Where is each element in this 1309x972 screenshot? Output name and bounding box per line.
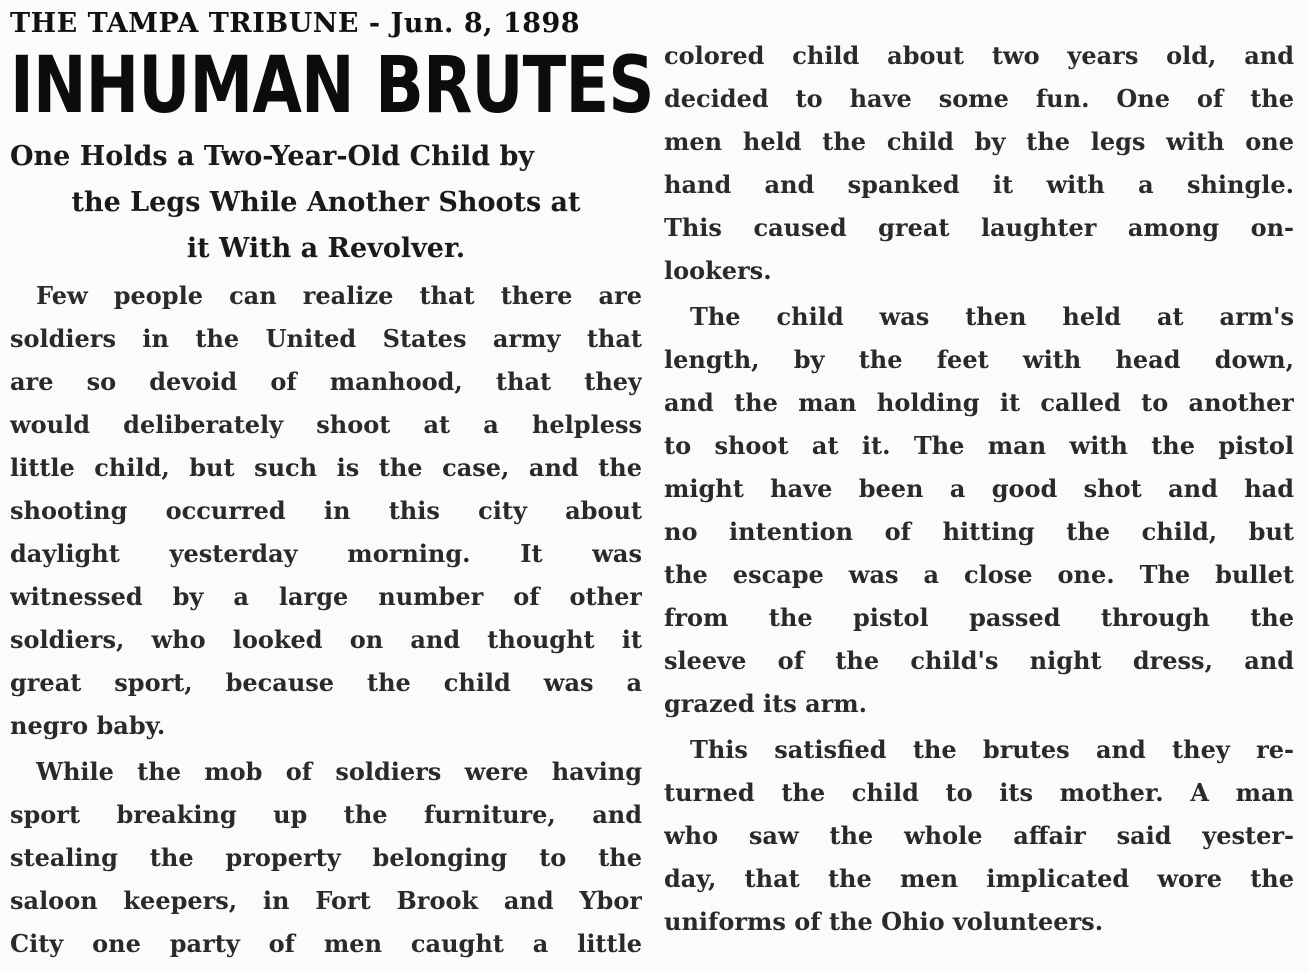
subhead-line: it With a Revolver.	[186, 233, 466, 264]
text-line: This caused great laughter among on-	[664, 213, 1294, 242]
text-line: little child, but such is the case, and the	[10, 453, 642, 482]
text-line: lookers.	[664, 256, 772, 285]
text-line: to shoot at it. The man with the pistol	[664, 431, 1294, 460]
text-line: City one party of men caught a little	[10, 929, 642, 958]
text-line: colored child about two years old, and	[664, 41, 1294, 70]
text-line: uniforms of the Ohio volunteers.	[664, 907, 1104, 936]
left-paragraph-1	[10, 274, 642, 747]
text-line: great sport, because the child was a	[10, 668, 642, 697]
right-paragraph-3	[664, 728, 1294, 943]
text-line: the escape was a close one. The bullet	[664, 560, 1294, 589]
text-line: who saw the whole affair said yester-	[664, 821, 1294, 850]
text-line: soldiers in the United States army that	[10, 324, 642, 353]
dateline: THE TAMPA TRIBUNE - Jun. 8, 1898	[10, 8, 581, 39]
text-line: shooting occurred in this city about	[10, 496, 642, 525]
text-line: hand and spanked it with a shingle.	[664, 170, 1294, 199]
subhead-line: One Holds a Two-Year-Old Child by	[10, 141, 535, 172]
text-line: decided to have some fun. One of the	[664, 84, 1294, 113]
text-line: and the man holding it called to another	[664, 388, 1294, 417]
text-line: saloon keepers, in Fort Brook and Ybor	[10, 886, 642, 915]
text-line: are so devoid of manhood, that they	[10, 367, 642, 396]
text-line: Few people can realize that there are	[36, 281, 642, 310]
text-line: stealing the property belonging to the	[10, 843, 642, 872]
text-line: no intention of hitting the child, but	[664, 517, 1294, 546]
left-paragraph-2	[10, 750, 642, 965]
left-column	[10, 4, 654, 965]
right-paragraph-2	[664, 295, 1294, 725]
right-paragraph-1	[664, 34, 1294, 292]
text-line: witnessed by a large number of other	[10, 582, 642, 611]
text-line: The child was then held at arm's	[690, 302, 1294, 331]
text-line: day, that the men implicated wore the	[664, 864, 1294, 893]
text-line: daylight yesterday morning. It was	[10, 539, 642, 568]
text-line: soldiers, who looked on and thought it	[10, 625, 642, 654]
text-line: sport breaking up the furniture, and	[10, 800, 642, 829]
text-line: might have been a good shot and had	[664, 474, 1294, 503]
text-line: negro baby.	[10, 711, 166, 740]
text-line: sleeve of the child's night dress, and	[664, 646, 1294, 675]
subheadline	[10, 134, 642, 272]
subhead-line: the Legs While Another Shoots at	[71, 187, 581, 218]
text-line: from the pistol passed through the	[664, 603, 1294, 632]
text-line: length, by the feet with head down,	[664, 345, 1294, 374]
text-line: This satisfied the brutes and they re-	[690, 735, 1294, 764]
text-line: turned the child to its mother. A man	[664, 778, 1294, 807]
text-line: men held the child by the legs with one	[664, 127, 1294, 156]
right-column	[664, 34, 1294, 943]
text-line: grazed its arm.	[664, 689, 868, 718]
headline: INHUMAN BRUTES	[10, 41, 654, 131]
text-line: would deliberately shoot at a helpless	[10, 410, 642, 439]
text-line: While the mob of soldiers were having	[36, 757, 642, 786]
